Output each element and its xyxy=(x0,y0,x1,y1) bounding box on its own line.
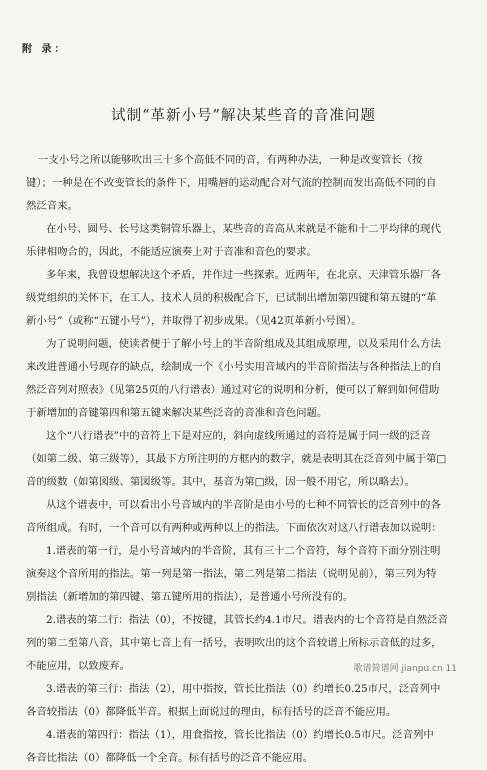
body-line: 各音比指法（0）都降低一个全音。标有括号的泛音不能应用。 xyxy=(26,752,314,764)
body-line: 乐律相吻合的，因此，不能适应演奏上对于音准和音色的要求。 xyxy=(26,246,317,258)
appendix-label: 附 录： xyxy=(22,44,68,55)
body-line: 在小号、圆号、长号这类铜管乐器上，某些音的音高从来就是不能和十二平均律的现代 xyxy=(46,223,441,235)
body-line: 级党组织的关怀下，在工人、技术人员的积极配合下，已试制出增加第四键和第五键的“革 xyxy=(26,292,437,304)
body-line: 列的第二至第八音，其中第七音上有一括号，表明吹出的这个音较谱上所标示音低的过多， xyxy=(26,637,442,649)
body-line: 3.谱表的第三行：指法（2），用中指按，管长比指法（0）约增长0.25市尺，泛音列中 xyxy=(46,683,441,695)
body-line: 然泛音来。 xyxy=(26,200,78,212)
body-line: 新小号”（或称“五键小号”），并取得了初步成果。（见42页革新小号图）。 xyxy=(26,315,362,327)
body-line: 不能应用，以致废弃。 xyxy=(26,660,130,672)
body-line: 从这个谱表中，可以看出小号音域内的半音阶是由小号的七种不同管长的泛音列中的各 xyxy=(46,499,441,511)
article-body xyxy=(26,149,466,770)
body-line: 这个“八行谱表”中的音符上下是对应的，斜向虚线所通过的音符是属于同一级的泛音 xyxy=(46,430,431,442)
body-line: 来改进普通小号现存的缺点，绘制成一个《小号实用音域内的半音阶指法与各种指法上的自 xyxy=(26,361,442,373)
article-title: 试制“革新小号”解决某些音的音准问题 xyxy=(111,108,376,124)
body-line: 音所组成。有时，一个音可以有两种或两种以上的指法。下面依次对这八行谱表加以说明： xyxy=(26,522,442,534)
body-line: 然泛音列对照表》（见第25页的八行谱表）通过对它的说明和分析，便可以了解到如何借助 xyxy=(26,384,440,396)
body-line: 为了说明问题，使读者便于了解小号上的半音阶组成及其组成原理，以及采用什么方法 xyxy=(46,338,441,350)
body-line: 音的级数（如第図级、第図级等。其中，基音为第□级，因一般不用它，所以略去）。 xyxy=(26,476,416,488)
body-line: 各音较指法（0）都降低半音。根据上面说过的理由，标有括号的泛音不能应用。 xyxy=(26,706,397,718)
body-line: 键）；一种是在不改变管长的条件下，用嘴唇的运动配合对气流的控制而发出高低不同的自 xyxy=(26,177,437,189)
body-line: 4.谱表的第四行：指法（1），用食指按，管长比指法（0）约增长0.5市尺。泛音列中 xyxy=(46,729,434,741)
body-line: （如第二级、第三级等），其最下方所注明的方框内的数字，就是表明其在泛音列中属于第□ xyxy=(26,453,447,465)
body-line: 1.谱表的第一行，是小号音域内的半音阶，其有三十二个音符，每个音符下面分别注明 xyxy=(46,545,441,557)
body-line: 2.谱表的第二行：指法（0），不按键，其管长约4.1市尺。谱表内的七个音符是自然泛音 xyxy=(46,614,448,626)
body-line: 多年来，我曾设想解决这个矛盾，并作过一些探索。近两年，在北京、天津管乐器厂各 xyxy=(46,269,441,281)
body-line: 一支小号之所以能够吹出三十多个高低不同的音，有两种办法，一种是改变管长（按 xyxy=(38,154,423,166)
body-line: 于新增加的音键第四和第五键来解决某些泛音的音准和音色问题。 xyxy=(26,407,328,419)
body-line: 演奏这个音所用的指法。第一列是第一指法，第二列是第二指法（说明见前），第三列为特 xyxy=(26,568,437,580)
body-line: 别指法（新增加的第四键、第五键所用的指法），是普通小号所没有的。 xyxy=(26,591,354,603)
site-watermark: 歌谱简谱网 jianpu.cn 11 xyxy=(353,664,457,674)
